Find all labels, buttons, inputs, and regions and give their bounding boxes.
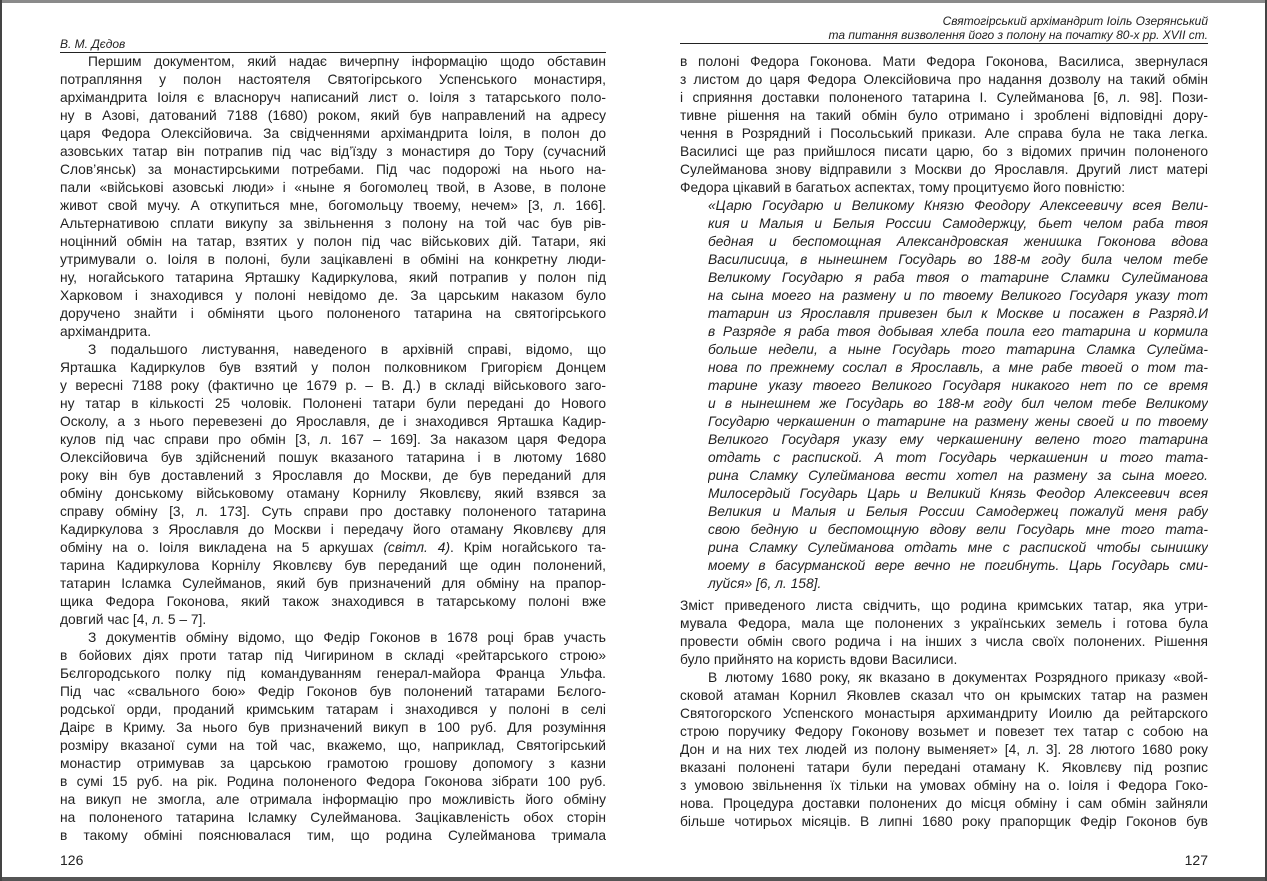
text-line: З документів обміну відомо, що Федір Гоконов в 1678 році брав участь: [88, 630, 606, 645]
text-line: в Разряде я раба твоя добывая хлеба поила его татарина и кормила: [708, 324, 1208, 339]
text-line: Милосердый Государь Царь и Великий Князь Феодор Алексеевич всея: [708, 486, 1208, 501]
text-line: справу обміну [3, л. 173]. Суть справи про доставку полоненого татарина: [60, 504, 606, 519]
text-line: більше чотирьох місяців. В липні 1680 року прапорщик Федір Гоконов був: [680, 814, 1208, 829]
figure-reference: (світл. 4): [383, 540, 451, 555]
text-line: потрапляння у полон настоятеля Святогірського Успенського монастиря,: [60, 72, 606, 87]
paragraph: [680, 53, 1208, 197]
text-line: монастир отримував за царською грамотою грошову допомогу з казни: [60, 756, 606, 771]
paragraph: [680, 597, 1208, 669]
text-line: довгий час [4, л. 5 – 7].: [60, 612, 207, 627]
text-line: Ярташка Кадиркулов був взятий у полон полковником Григорієм Донцем: [60, 360, 606, 375]
text-segment: обміну на о. Іоіля викладена на 5 аркушах: [60, 540, 384, 555]
text-line: «Царю Государю и Великому Князю Феодору Алексеевичу всея Вели-: [708, 198, 1208, 213]
text-line: кия и Малыя и Белыя России Самодержцу, бьет челом раба твоя: [708, 216, 1208, 231]
text-line: кулов під час справи про обмін [3, л. 167 – 169]. За наказом царя Федора: [60, 432, 606, 447]
text-line: Василисі ще раз прийшлося писати царю, бо з відомих причин полоненого: [680, 144, 1208, 159]
text-line: нова по прежнему сослал в Ярославль, а мне рабе твоей о том та-: [708, 360, 1208, 375]
text-line: з умовою звільнення їх тільки на умовах обміну на о. Іоіля і Федора Гоко-: [680, 778, 1208, 793]
header-rule: [680, 43, 1208, 44]
text-line: провести обмін свого родича і на інших з числа своїх полонених. Рішення: [680, 634, 1208, 649]
page-number: 127: [1184, 852, 1208, 868]
text-line: Великия и Малыя и Белыя России Самодержец пожалуй меня рабу: [708, 504, 1208, 519]
text-line: Зміст приведеного листа свідчить, що родина кримських татар, яка утри-: [680, 598, 1208, 613]
running-head-line: та питання визволення його з полону на початку 80-х рр. XVII ст.: [828, 28, 1208, 42]
text-line: азовських татар він потрапив під час від’їзду з монастиря до Тору (сучасний: [60, 144, 606, 159]
running-head-line: Святогірський архімандрит Іоіль Озерянський: [942, 14, 1208, 28]
text-line: Осколу, а з нього перевезені до Ярославля, де і знаходився Ярташка Кадир-: [60, 414, 606, 429]
text-line: в бойових діях проти татар під Чигирином в складі «рейтарського строю»: [60, 648, 606, 663]
text-line: Государю черкашенин о татарине на размену жены своей и по твоему: [708, 414, 1208, 429]
text-line: [60, 539, 606, 557]
text-line: Великого Государя указу ему черкашенину велено того татарина: [708, 432, 1208, 447]
left-page: [60, 0, 606, 881]
text-segment: . Крім ногайського та-: [450, 540, 606, 555]
text-line: Дон и на них тех людей из полону выменяет» [4, л. 3]. 28 лютого 1680 року: [680, 742, 1208, 757]
text-line: строю поручику Федору Гоконову возьмет и повезет тех татар с собою на: [680, 724, 1208, 739]
text-line: з листом до царя Федора Олексійовича про надання дозволу на такий обмін: [680, 72, 1208, 87]
text-line: моему в басурманской вере вечно не погибнуть. Царь Государь сми-: [708, 558, 1208, 573]
text-line: З подальшого листування, наведеного в архівній справі, відомо, що: [88, 342, 606, 357]
text-line: архімандрита Іоіля є власноруч написаний лист о. Іоіля з татарського поло-: [60, 90, 606, 105]
text-line: в сумі 15 руб. на рік. Родина полоненого Федора Гоконова зібрати 100 руб.: [60, 774, 606, 789]
page-body: [680, 53, 1208, 831]
text-line: сковой атаман Корнил Яковлев сказал что он крымских татар на размен: [680, 688, 1208, 703]
text-line: больше недели, а ныне Государь того татарина Сламка Сулейма-: [708, 342, 1208, 357]
text-line: татарин из Ярославля привезен был к Москве и посажен в Разряд.И: [708, 306, 1208, 321]
text-line: Святогорского Успенского монастыря архимандриту Иоилю да рейтарского: [680, 706, 1208, 721]
text-line: Даірє в Криму. За нього був призначений викуп в 100 руб. Для розуміння: [60, 720, 606, 735]
text-line: царя Федора Олексійовича. За свідченнями архімандрита Іоіля, в полон до: [60, 126, 606, 141]
text-line: у вересні 7188 року (фактично це 1679 р. – В. Д.) в складі військового заго-: [60, 378, 606, 393]
text-line: на викуп не змогла, але отримала інформацію про можливість його обміну: [60, 792, 606, 807]
text-line: було прийнято на користь вдови Василиси.: [680, 652, 958, 667]
paragraph: [60, 53, 606, 341]
text-line: і сприяння доставки полоненого татарина І. Сулейманова [6, л. 98]. Пози-: [680, 90, 1208, 105]
text-line: ноцінний обмін на татар, взятих у полон під час військових дій. Татари, які: [60, 234, 606, 249]
text-line: року він був доставлений з Ярославля до Москви, де був переданий для: [60, 468, 606, 483]
text-line: Олексійовича був здійснений пошук вказаного татарина і в лютому 1680: [60, 450, 606, 465]
text-line: Альтернативою сплати викупу за звільнення з полону на той час був рів-: [60, 216, 606, 231]
frame-left-border: [0, 0, 2, 881]
text-line: Бєлгородського полку під командуванням генерал-майора Франца Ульфа.: [60, 666, 606, 681]
text-line: бедная и беспомощная Александровская женишка Гоконова вдова: [708, 234, 1208, 249]
text-line: ну в Азові, датований 7188 (1680) роком, який був направлений на адресу: [60, 108, 606, 123]
text-line: рина Сламку Сулейманова отдать мне с распиской чтобы сынишку: [708, 540, 1208, 555]
text-line: в полоні Федора Гоконова. Мати Федора Гоконова, Василиса, звернулася: [680, 54, 1208, 69]
text-line: ну, ногайського татарина Ярташку Кадиркулова, який потрапив у полон під: [60, 270, 606, 285]
running-head-title: [680, 14, 1208, 42]
right-page: [680, 0, 1208, 881]
text-line: татарин Ісламка Сулейманов, який був призначений для обміну на прапор-: [60, 576, 606, 591]
text-line: обміну донському військовому отаману Корнилу Яковлєву, який взявся за: [60, 486, 606, 501]
page-number: 126: [60, 852, 84, 868]
text-line: в такому обміні пояснювалася тим, що родина Сулейманова тримала: [60, 828, 606, 843]
text-line: розміру вказаної суми на той час, вкажемо, що, наприклад, Святогірський: [60, 738, 606, 753]
text-line: Харковом і знаходився у полоні невідомо де. За царським наказом було: [60, 288, 606, 303]
paragraph: [60, 629, 606, 845]
text-line: чення в Розрядний і Посольський прикази. Але справа була не така легка.: [680, 126, 1208, 141]
text-line: Великому Государю я раба твоя о татарине Сламки Сулейманова: [708, 270, 1208, 285]
text-line: рина Сламку Сулейманова вести хотел на размену за сына моего.: [708, 468, 1208, 483]
text-line: и в нынешнем же Государь во 188-м году бил челом тебе Великому: [708, 396, 1208, 411]
text-line: луйся» [6, л. 158].: [708, 576, 822, 591]
text-line: Першим документом, який надає вичерпну інформацію щодо обставин: [88, 54, 606, 69]
running-head-author: В. М. Дєдов: [60, 37, 126, 51]
text-line: на полоненого татарина Ісламку Сулейманова. Зацікавленість обох сторін: [60, 810, 606, 825]
text-line: на сына моего на размену и по твоему Великого Государя указу тот: [708, 288, 1208, 303]
text-line: щика Федора Гоконова, який також знаходився в татарському полоні вже: [60, 594, 606, 609]
text-line: тарине указу твоего Великого Государя никакого нет по се время: [708, 378, 1208, 393]
text-line: родської орди, проданий кримським татарам і знаходився у полоні в селі: [60, 702, 606, 717]
text-line: В лютому 1680 року, як вказано в документах Розрядного приказу «вой-: [708, 670, 1208, 685]
text-line: отдать с распиской. А тот Государь черкашенин и того тата-: [708, 450, 1208, 465]
text-line: тивне рішення на такий обмін було отримано і зроблені відповідні дору-: [680, 108, 1208, 123]
text-line: живот свой мучу. А откупиться мне, богомольцу твоему, нечем» [3, л. 166].: [60, 198, 606, 213]
text-line: Федора цікавий в багатьох аспектах, тому процитуємо його повністю:: [680, 180, 1126, 195]
text-line: свою бедную и беспомощную вдову вели Государь мне того тата-: [708, 522, 1208, 537]
text-line: утримували о. Іоіля в полоні, були зацікавлені в обміні на конкретну люди-: [60, 252, 606, 267]
text-line: Слов’янськ) за монастирськими потребами. Під час подорожі на нього на-: [60, 162, 606, 177]
text-line: пали «військові азовські люди» і «ныне я богомолец твой, в Азове, в полоне: [60, 180, 606, 195]
text-line: Василисица, в нынешнем Государь во 188-м году била челом тебе: [708, 252, 1208, 267]
text-line: нова. Процедура доставки полонених до місця обміну і сам обмін зайняли: [680, 796, 1208, 811]
text-line: доручено знайти і обміняти цього полоненого татарина на святогірського: [60, 306, 606, 321]
paragraph: [680, 669, 1208, 831]
text-line: вказані полонені татари були передані отаману К. Яковлєву під розпис: [680, 760, 1208, 775]
paragraph: [60, 341, 606, 629]
text-line: Під час «свального бою» Федір Гоконов був полонений татарами Бєлого-: [60, 684, 606, 699]
text-line: Сулейманова знову відправили з Москви до Ярославля. Другий лист матері: [680, 162, 1208, 177]
text-line: тарина Кадиркулова Корнілу Яковлєву був переданий ще один полонений,: [60, 558, 606, 573]
block-quote: [680, 197, 1208, 593]
text-line: архімандрита.: [60, 324, 152, 339]
text-line: ну татар в кількості 25 чоловік. Полонені татари були передані до Нового: [60, 396, 606, 411]
page-body: [60, 53, 606, 845]
text-line: мувала Федора, мала ще полонених з українських земель і готова була: [680, 616, 1208, 631]
text-line: Кадиркулова з Ярославля до Москви і передачу його отаману Яковлєву для: [60, 522, 606, 537]
